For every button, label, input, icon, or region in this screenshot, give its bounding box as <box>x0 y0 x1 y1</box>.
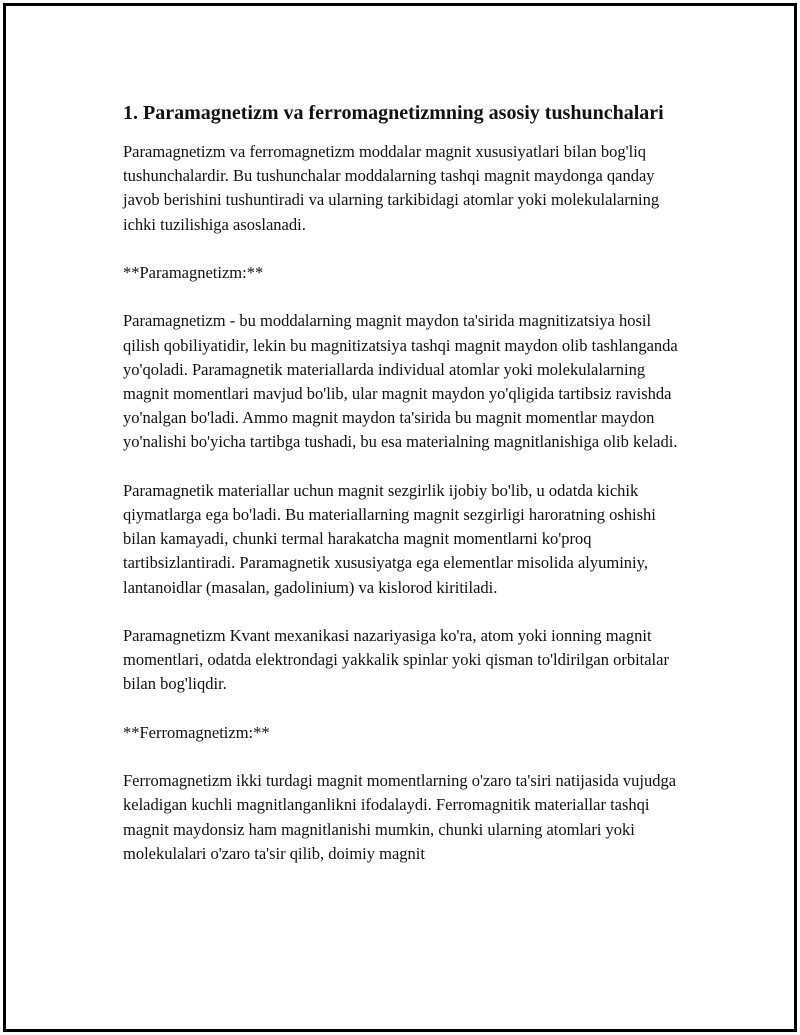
ferromagnetizm-definition-paragraph: Ferromagnetizm ikki turdagi magnit momentlarning o'zaro ta'siri natijasida vujudga keladigan kuchli magnitlanganlikni ifodalaydi. Ferromagnitik materiallar tashqi magnit maydonsiz ham magnitlanishi mumkin, chunki ularning atomlari yoki molekulalari o'zaro ta'sir qilib, doimiy magnit <box>123 771 677 863</box>
ferromagnetizm-subheading: **Ferromagnetizm:** <box>123 722 270 742</box>
intro-paragraph: Paramagnetizm va ferromagnetizm moddalar magnit xususiyatlari bilan bog'liq tushunchalardir. Bu tushunchalar moddalarning tashqi magnit maydonga qanday javob berishini tushuntiradi va ularning tarkibidagi atomlar yoki molekulalarning ichki tuzilishiga asoslanadi. <box>123 142 660 234</box>
quantum-mechanics-paragraph: Paramagnetizm Kvant mexanikasi nazariyasiga ko'ra, atom yoki ionning magnit momentlari, odatda elektrondagi yakkalik spinlar yoki qisman to'ldirilgan orbitalar bilan bog'liqdir. <box>123 626 669 694</box>
paramagnetizm-definition-paragraph: Paramagnetizm - bu moddalarning magnit maydon ta'sirida magnitizatsiya hosil qilish qobiliyatidir, lekin bu magnitizatsiya tashqi magnit maydon olib tashlanganda yo'qoladi. Paramagnetik materiallarda individual atomlar yoki molekulalarning magnit momentlari mavjud bo'lib, ular magnit maydon yo'qligida tartibsiz ravishda yo'nalgan bo'ladi. Ammo magnit maydon ta'sirida bu magnit momentlar maydon yo'nalishi bo'yicha tartibga tushadi, bu esa materialning magnitlanishiga olib keladi. <box>123 311 678 452</box>
section-heading: 1. Paramagnetizm va ferromagnetizmning asosiy tushunchalari <box>123 102 664 124</box>
paramagnetic-materials-paragraph: Paramagnetik materiallar uchun magnit sezgirlik ijobiy bo'lib, u odatda kichik qiymatlarga ega bo'ladi. Bu materiallarning magnit sezgirligi haroratning oshishi bilan kamayadi, chunki termal harakatcha magnit momentlarni ko'proq tartibsizlantiradi. Paramagnetik xususiyatga ega elementlar misolida alyuminiy, lantanoidlar (masalan, gadolinium) va kislorod kiritiladi. <box>123 480 656 597</box>
paramagnetizm-subheading: **Paramagnetizm:** <box>123 263 264 282</box>
page-frame <box>3 3 797 1032</box>
document-body <box>121 100 681 890</box>
